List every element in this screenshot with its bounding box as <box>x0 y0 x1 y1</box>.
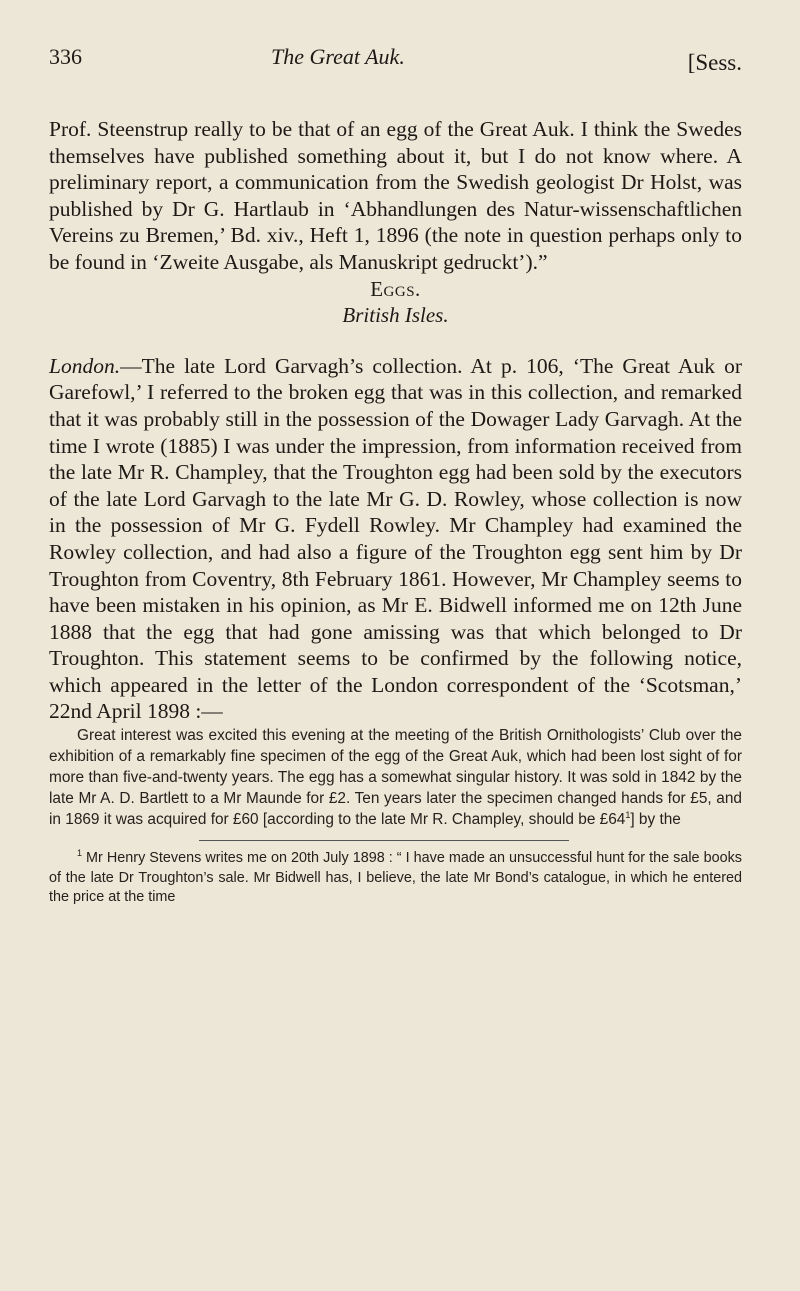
section-label: [Sess. <box>687 50 742 75</box>
footnote-text: Mr Henry Stevens writes me on 20th July 1898 : “ I have made an unsuccessful hunt for the sale books of the late Dr Troughton’s sale. Mr Bidwell has, I believe, the late Mr Bond’s catalogue, in which he entered the price at the time <box>49 850 742 906</box>
page-header <box>49 44 742 78</box>
london-text: —The late Lord Garvagh’s collection. At p. 106, ‘The Great Auk or Garefowl,’ I referred to the broken egg that was in this collection, and remarked that it was probably still in the possession of the Dowager Lady Garvagh. At the time I wrote (1885) I was under the impression, from information received from the late Mr R. Champley, that the Troughton egg had been sold by the executors of the late Lord Garvagh to the late Mr G. D. Rowley, whose collection is now in the possession of Mr G. Fydell Rowley. Mr Champley had examined the Rowley collection, and had also a figure of the Troughton egg sent him by Dr Troughton from Coventry, 8th February 1861. However, Mr Champley seems to have been mistaken in his opinion, as Mr E. Bidwell informed me on 12th June 1888 that the egg that had gone amissing was that which belonged to Dr Troughton. This statement seems to be confirmed by the following notice, which appeared in the letter of the London correspondent of the ‘Scotsman,’ 22nd April 1898 :— <box>49 353 742 724</box>
quote-text: Great interest was excited this evening at the meeting of the British Ornithologists’ Club over the exhibition of a remarkably fine specimen of the egg of the Great Auk, which had been lost sight of for more than five-and-twenty years. The egg has a somewhat singular history. It was sold in 1842 by the late Mr A. D. Bartlett to a Mr Maunde for £2. Ten years later the specimen changed hands for £5, and in 1869 it was acquired for £60 [according to the late Mr R. Champley, should be £64 <box>49 727 742 829</box>
page-number: 336 <box>49 44 82 69</box>
opening-paragraph: Prof. Steenstrup really to be that of an egg of the Great Auk. I think the Swedes themselves have published something about it, but I do not know where. A preliminary report, a communication from the Swedish geologist Dr Holst, was published by Dr G. Hartlaub in ‘Abhandlungen des Natur-wissenschaftlichen Vereins zu Bremen,’ Bd. xiv., Heft 1, 1896 (the note in question perhaps only to be found in ‘Zweite Ausgabe, als Manuskript gedruckt’).” <box>49 117 742 274</box>
section-heading: Eggs. <box>370 276 421 301</box>
footnote <box>49 849 742 908</box>
running-title: The Great Auk. <box>271 44 405 69</box>
scotsman-quote <box>49 725 742 830</box>
footnote-divider <box>199 840 569 841</box>
quote-footnote-mark: 1 <box>625 809 631 820</box>
subheading: British Isles. <box>342 303 449 328</box>
quote-text-end: ] by the <box>630 811 681 829</box>
footnote-mark: 1 <box>77 848 83 859</box>
main-text <box>49 116 742 908</box>
london-paragraph <box>49 353 742 725</box>
london-place: London. <box>49 353 121 378</box>
